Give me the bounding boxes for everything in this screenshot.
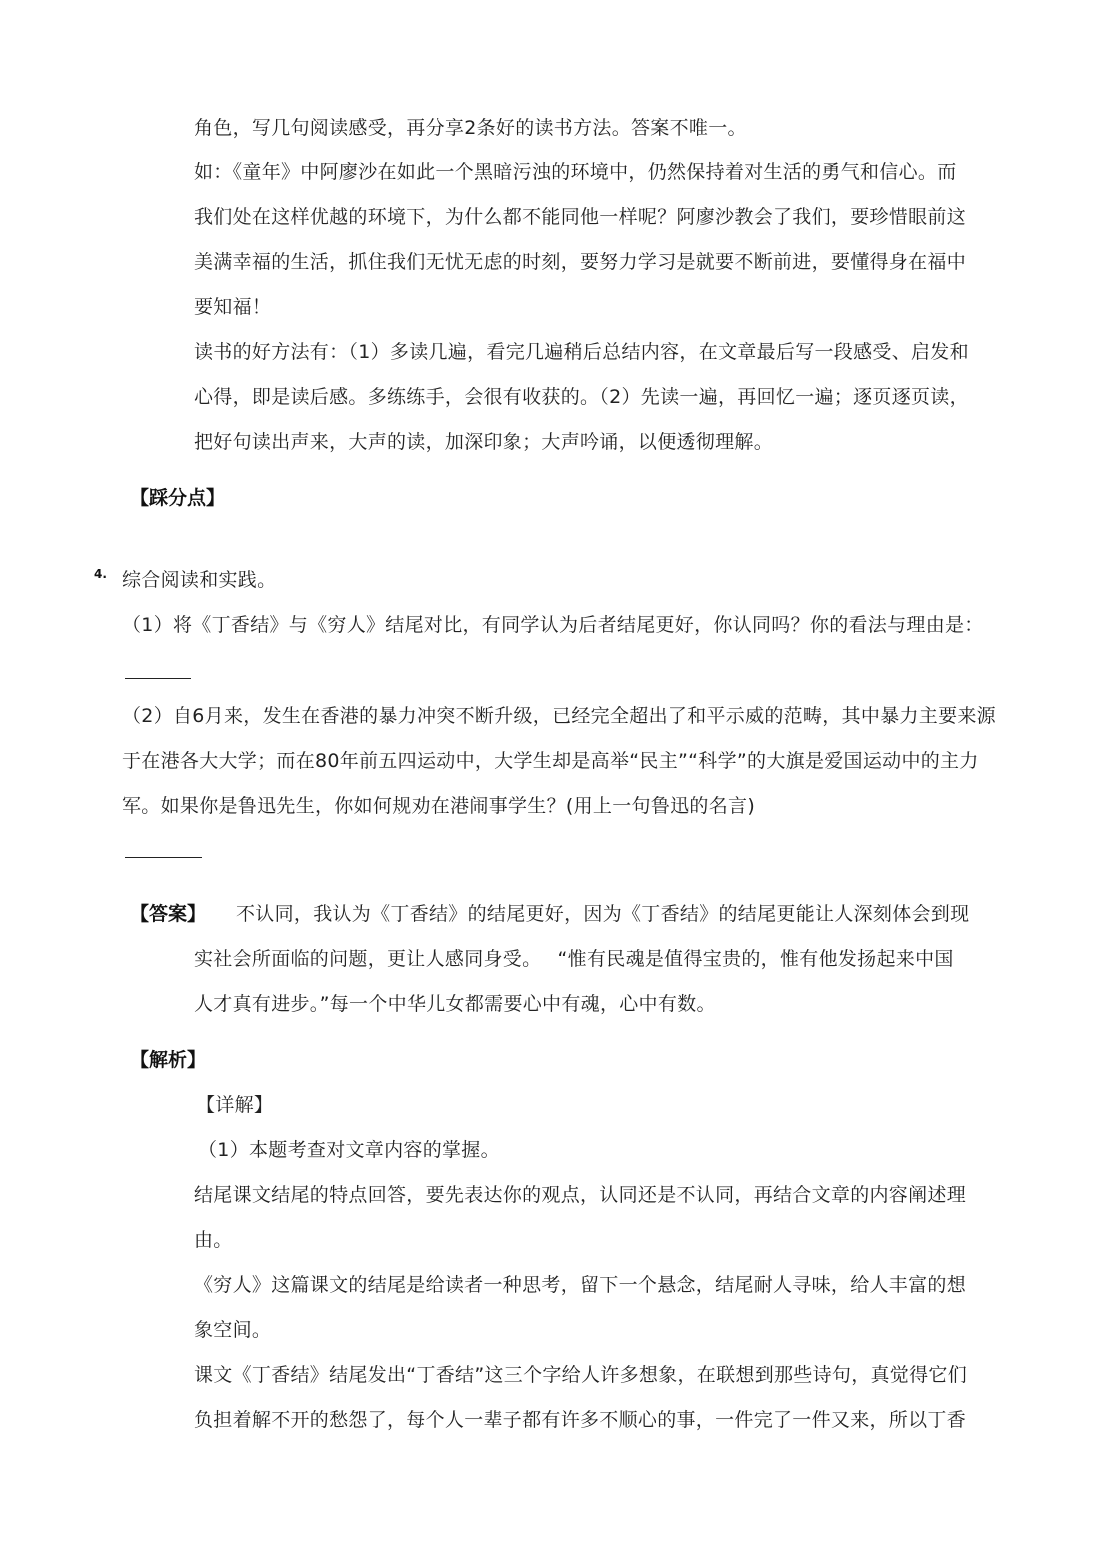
analysis-line: （1）本题考查对文章内容的掌握。 (198, 1139, 500, 1161)
prev-answer-line: 读书的好方法有：（1）多读几遍，看完几遍稍后总结内容，在文章最后写一段感受、启发和 (194, 341, 969, 363)
prev-answer-line: 角色，写几句阅读感受，再分享2条好的读书方法。答案不唯一。 (194, 117, 747, 139)
question-number: 4. (94, 567, 107, 581)
prev-answer-line: 我们处在这样优越的环境下，为什么都不能同他一样呢？阿廖沙教会了我们，要珍惜眼前这 (194, 206, 967, 228)
analysis-label: 【解析】 (130, 1049, 207, 1071)
prev-answer-line: 把好句读出声来，大声的读，加深印象；大声吟诵，以便透彻理解。 (194, 431, 774, 453)
question-part-2-line: 于在港各大大学；而在80年前五四运动中，大学生却是高举“民主”“科学”的大旗是爱国运动中的主力 (122, 750, 979, 772)
question-part-1: （1）将《丁香结》与《穷人》结尾对比，有同学认为后者结尾更好，你认同吗？你的看法与理由是： (122, 614, 984, 636)
prev-answer-line: 要知福！ (194, 296, 272, 318)
question-title: 综合阅读和实践。 (122, 569, 277, 591)
analysis-line: 象空间。 (194, 1319, 272, 1341)
score-points-label: 【踩分点】 (130, 487, 226, 509)
answer-blank-2[interactable] (125, 857, 202, 858)
detail-label: 【详解】 (196, 1094, 274, 1116)
analysis-line: 结尾课文结尾的特点回答，要先表达你的观点，认同还是不认同，再结合文章的内容阐述理 (194, 1184, 967, 1206)
analysis-line: 课文《丁香结》结尾发出“丁香结”这三个字给人许多想象，在联想到那些诗句，真觉得它们 (194, 1364, 967, 1386)
question-part-2-line: 军。如果你是鲁迅先生，你如何规劝在港闹事学生？(用上一句鲁迅的名言) (122, 795, 756, 817)
analysis-line: 《穷人》这篇课文的结尾是给读者一种思考，留下一个悬念，结尾耐人寻味，给人丰富的想 (194, 1274, 967, 1296)
question-part-2-line: （2）自6月来，发生在香港的暴力冲突不断升级，已经完全超出了和平示威的范畴，其中暴力主要来源 (122, 705, 996, 727)
analysis-line: 负担着解不开的愁怨了，每个人一辈子都有许多不顺心的事，一件完了一件又来，所以丁香 (194, 1409, 967, 1431)
answer-line: 不认同，我认为《丁香结》的结尾更好，因为《丁香结》的结尾更能让人深刻体会到现 (236, 903, 970, 925)
answer-blank-1[interactable] (125, 678, 191, 679)
prev-answer-line: 美满幸福的生活，抓住我们无忧无虑的时刻，要努力学习是就要不断前进，要懂得身在福中 (194, 251, 967, 273)
answer-label: 【答案】 (130, 903, 207, 925)
prev-answer-line: 心得，即是读后感。多练练手，会很有收获的。（2）先读一遍，再回忆一遍；逐页逐页读， (194, 386, 969, 408)
answer-line: 实社会所面临的问题，更让人感同身受。 “惟有民魂是值得宝贵的，惟有他发扬起来中国 (194, 948, 954, 970)
prev-answer-line: 如：《童年》中阿廖沙在如此一个黑暗污浊的环境中，仍然保持着对生活的勇气和信心。而 (194, 161, 957, 183)
answer-line: 人才真有进步。”每一个中华儿女都需要心中有魂，心中有数。 (194, 993, 716, 1015)
analysis-line: 由。 (194, 1229, 233, 1251)
